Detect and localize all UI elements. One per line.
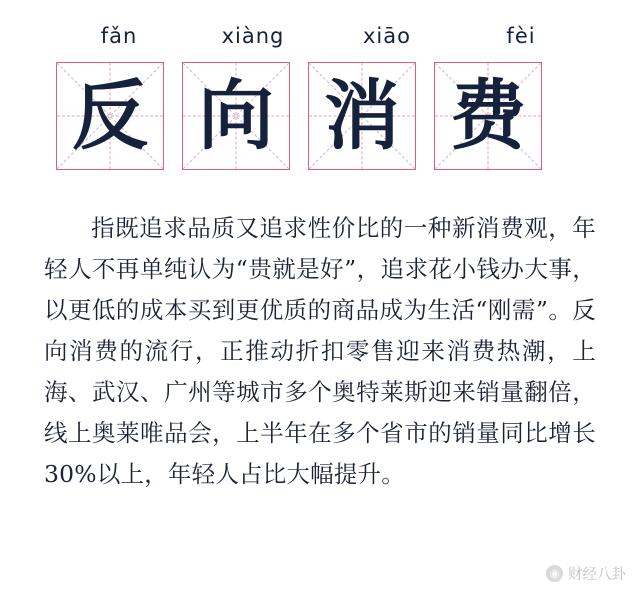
headword-character: 向 — [198, 71, 274, 160]
pinyin-syllable: fǎn — [100, 24, 138, 48]
character-grid-row — [56, 62, 542, 170]
headword-character: 消 — [324, 71, 400, 160]
headword-character: 费 — [450, 71, 526, 160]
definition-paragraph: 指既追求品质又追求性价比的一种新消费观，年轻人不再单纯认为“贵就是好”，追求花小钱办大事，以更低的成本买到更优质的商品成为生活“刚需”。反向消费的流行，正推动折扣零售迎来消费热潮，上海、武汉、广州等城市多个奥特莱斯迎来销量翻倍，线上奥莱唯品会，上半年在多个省市的销量同比增长30%以上，年轻人占比大幅提升。 — [44, 214, 596, 488]
character-box — [56, 62, 164, 170]
character-box — [308, 62, 416, 170]
weibo-icon: ◉ — [546, 565, 563, 582]
pinyin-syllable: xiàng — [221, 24, 285, 48]
pinyin-syllable: xiāo — [363, 24, 411, 48]
pinyin-syllable: fèi — [506, 24, 536, 48]
watermark — [546, 563, 626, 584]
character-box — [434, 62, 542, 170]
pinyin-row — [52, 24, 588, 48]
character-box — [182, 62, 290, 170]
headword-character: 反 — [72, 71, 148, 160]
watermark-label: 财经八卦 — [568, 567, 626, 583]
